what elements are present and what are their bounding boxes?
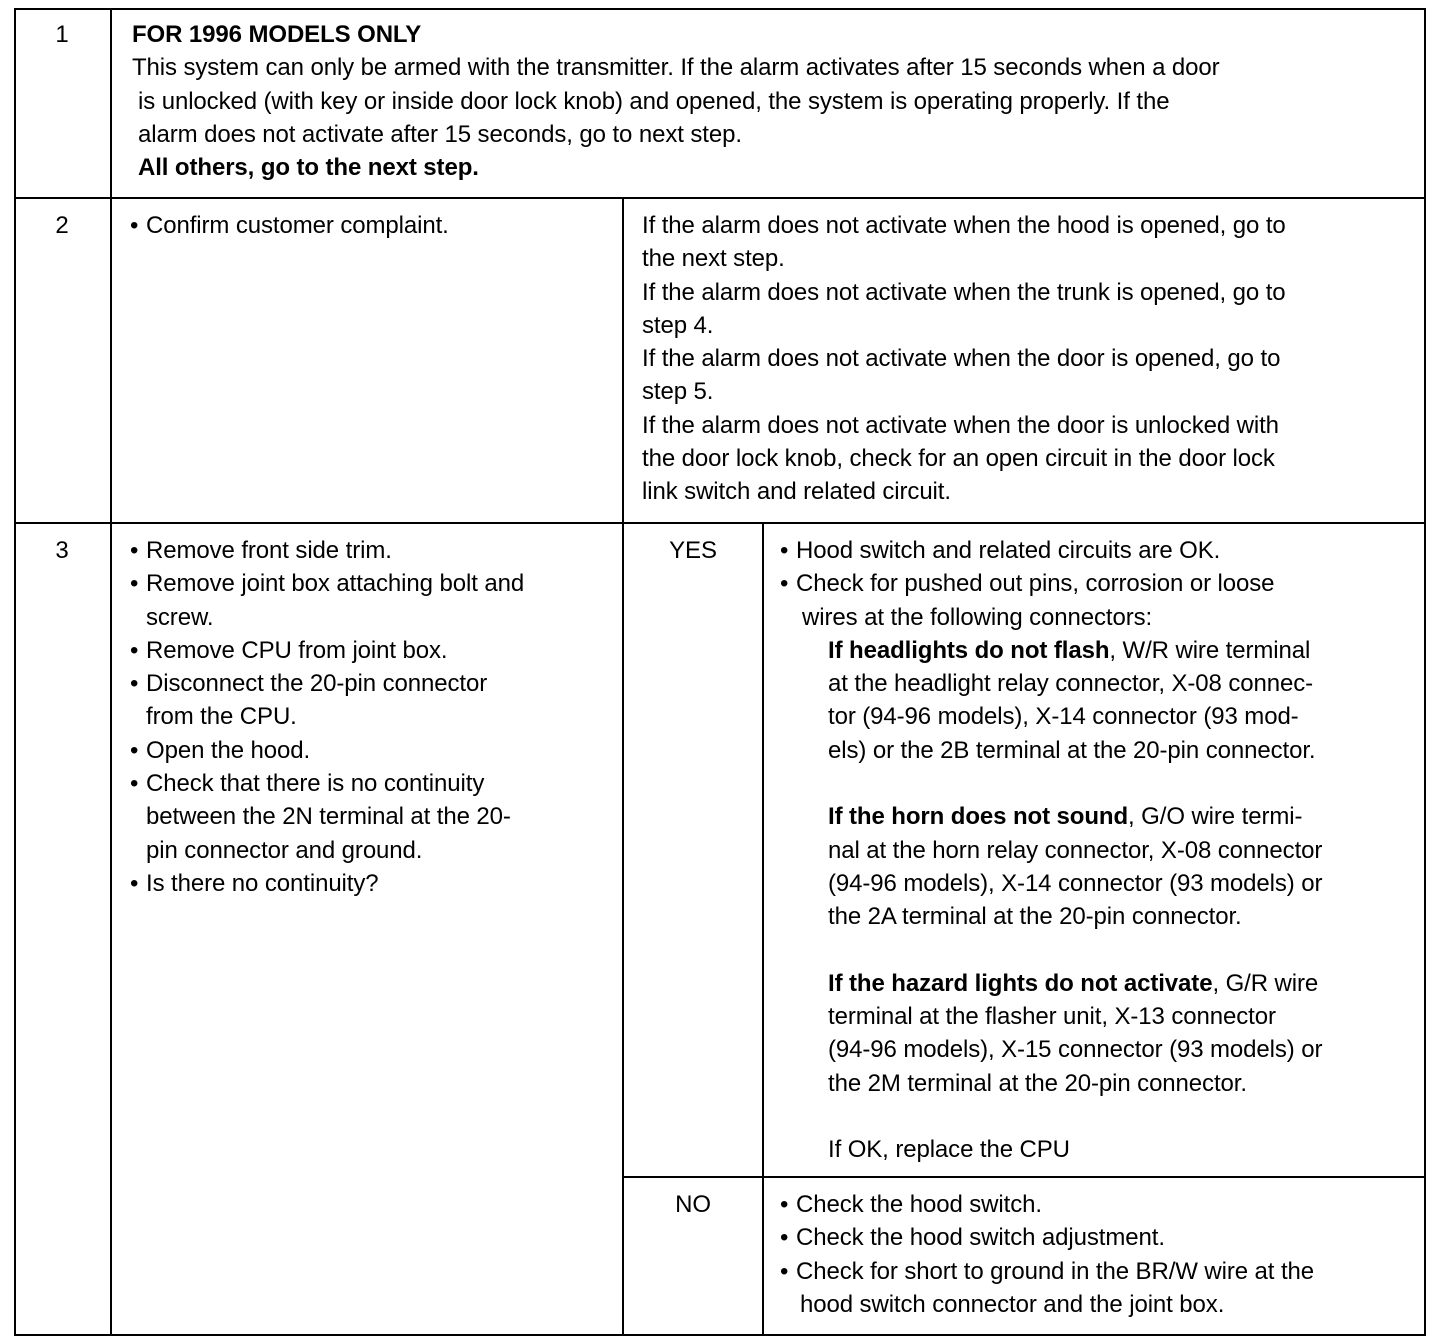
horn-check-line: nal at the horn relay connector, X-08 connector [828, 836, 1323, 864]
yes-branch-content [780, 534, 1420, 1167]
result-column-divider [622, 197, 624, 1336]
step-3-action-item: • Is there no continuity? [130, 867, 615, 900]
step-2-result-line: step 5. [642, 378, 714, 406]
step-2-number: 2 [55, 212, 69, 239]
step-3-action-item: • Open the hood. [130, 734, 615, 767]
step-2-action-item: • Confirm customer complaint. [130, 209, 615, 242]
horn-check-line: the 2A terminal at the 20-pin connector. [828, 903, 1242, 931]
no-item: • Check for short to ground in the BR/W wire at the [780, 1255, 1420, 1288]
headlight-check-line: els) or the 2B terminal at the 20-pin connector. [828, 736, 1316, 764]
table-border-right [1424, 8, 1426, 1336]
yes-item: • Hood switch and related circuits are OK. [780, 534, 1420, 567]
step-3-action-item: • Check that there is no continuity [130, 767, 615, 800]
step-3-actions [130, 534, 615, 900]
horn-check-condition: If the horn does not sound [828, 803, 1129, 831]
step-3-action-continuation: pin connector and ground. [146, 836, 423, 864]
headlight-check-line: tor (94-96 models), X-14 connector (93 mod- [828, 703, 1299, 731]
hazard-check-line [780, 967, 1420, 1000]
horn-check-line: (94-96 models), X-14 connector (93 models) or [828, 869, 1323, 897]
step-2-action [130, 209, 615, 242]
step-3-action-item: • Disconnect the 20-pin connector [130, 667, 615, 700]
yes-no-column-divider [762, 522, 764, 1336]
table-border-bottom [14, 1334, 1426, 1336]
diagnostic-table [14, 8, 1426, 1336]
yes-item: • Check for pushed out pins, corrosion or loose [780, 567, 1420, 600]
step-1-text-line: alarm does not activate after 15 seconds, go to next step. [138, 120, 742, 148]
step-1-content [132, 18, 1417, 184]
row-divider-2 [14, 522, 1426, 524]
step-2-result-line: If the alarm does not activate when the door is opened, go to [642, 345, 1281, 373]
step-1-number: 1 [55, 21, 69, 48]
step-3-action-item: • Remove CPU from joint box. [130, 634, 615, 667]
step-number-column-divider [110, 8, 112, 1336]
spacer [780, 767, 1420, 800]
no-label: NO [675, 1191, 711, 1218]
yes-item-continuation: wires at the following connectors: [802, 603, 1153, 631]
yes-no-row-divider [622, 1176, 1426, 1178]
step-2-result-line: If the alarm does not activate when the door is unlocked with [642, 411, 1279, 439]
step-2-result-line: the next step. [642, 245, 785, 273]
hazard-check-condition: If the hazard lights do not activate [828, 969, 1213, 997]
step-1-heading: FOR 1996 MODELS ONLY [132, 21, 422, 48]
step-2-result-line: the door lock knob, check for an open circuit in the door lock [642, 445, 1275, 473]
row-divider-1 [14, 197, 1426, 199]
hazard-check-line: the 2M terminal at the 20-pin connector. [828, 1069, 1247, 1097]
hazard-check-text: , G/R wire [1212, 969, 1319, 997]
step-2-result-line: If the alarm does not activate when the hood is opened, go to [642, 212, 1286, 239]
horn-check-text: , G/O wire termi- [1128, 803, 1303, 831]
step-1-text-line: This system can only be armed with the transmitter. If the alarm activates after 15 seconds when a door [132, 54, 1220, 82]
no-branch-content [780, 1188, 1420, 1321]
table-border-left [14, 8, 16, 1336]
headlight-check-condition: If headlights do not flash [828, 636, 1110, 664]
step-3-action-continuation: from the CPU. [146, 703, 297, 731]
yes-label: YES [669, 537, 717, 564]
step-3-action-continuation: between the 2N terminal at the 20- [146, 803, 511, 831]
headlight-check-line: at the headlight relay connector, X-08 connec- [828, 670, 1314, 698]
step-2-result-line: If the alarm does not activate when the trunk is opened, go to [642, 278, 1286, 306]
hazard-check-line: terminal at the flasher unit, X-13 connector [828, 1003, 1276, 1031]
horn-check-line [780, 800, 1420, 833]
step-2-result-line: link switch and related circuit. [642, 478, 951, 506]
step-2-result-line: step 4. [642, 311, 714, 339]
no-item: • Check the hood switch adjustment. [780, 1221, 1420, 1254]
spacer [780, 934, 1420, 967]
step-3-number: 3 [55, 537, 69, 564]
step-2-result [642, 209, 1417, 509]
step-1-footer: All others, go to the next step. [138, 154, 479, 182]
spacer [780, 1100, 1420, 1133]
no-item: • Check the hood switch. [780, 1188, 1420, 1221]
step-3-action-continuation: screw. [146, 603, 214, 631]
hazard-check-line: (94-96 models), X-15 connector (93 models) or [828, 1036, 1323, 1064]
headlight-check-text: , W/R wire terminal [1109, 636, 1311, 664]
replace-cpu-instruction: If OK, replace the CPU [828, 1136, 1070, 1164]
step-1-text-line: is unlocked (with key or inside door lock knob) and opened, the system is operating properly. If the [138, 87, 1170, 115]
step-3-action-item: • Remove front side trim. [130, 534, 615, 567]
table-border-top [14, 8, 1426, 10]
step-3-action-item: • Remove joint box attaching bolt and [130, 567, 615, 600]
headlight-check-line [780, 634, 1420, 667]
no-item-continuation: hood switch connector and the joint box. [800, 1290, 1225, 1318]
